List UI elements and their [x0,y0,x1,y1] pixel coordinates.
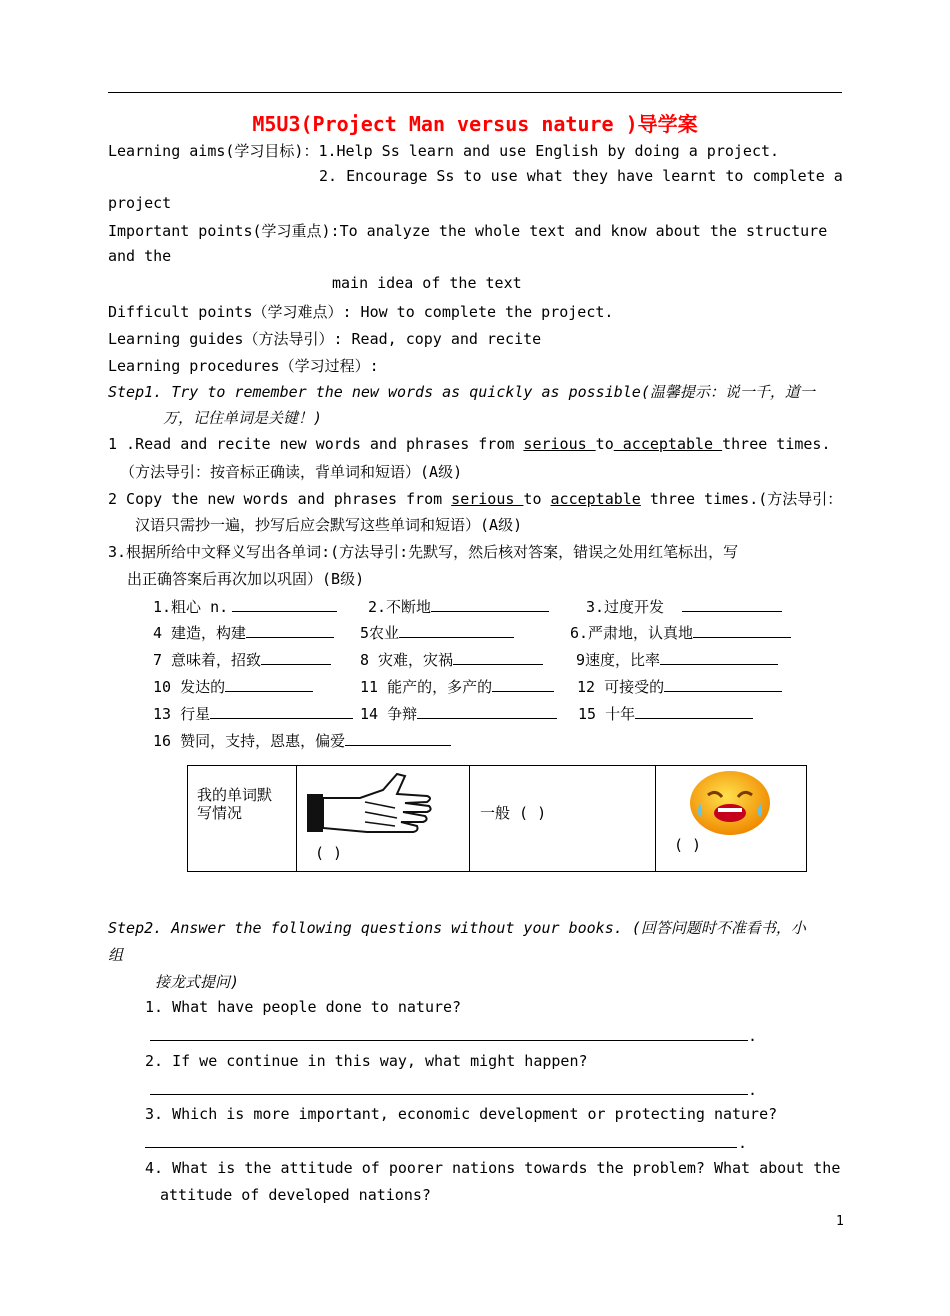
item2-word-acceptable: acceptable [550,490,641,508]
vocab-item-6: 6.严肃地，认真地 [570,622,791,643]
table-good-cell [297,766,470,872]
aims-line-3: project [108,194,172,212]
step1-line-2: 万，记住单词是关键！) [163,409,323,427]
table-label: 我的单词默写情况 [197,786,273,822]
aims-line-1: Learning aims(学习目标)：1.Help Ss learn and use English by doing a project. [108,142,780,160]
vocab-item-8: 8 灾难，灾祸 [360,649,543,670]
question-4-line-2: attitude of developed nations? [160,1186,431,1204]
answer-period-1: . [748,1027,758,1045]
question-4: 4. What is the attitude of poorer nations towards the problem? What about the [145,1159,841,1177]
vocab-item-12: 12 可接受的 [577,676,782,697]
table-poor-cell [656,766,807,872]
item1-mid: to [595,435,614,453]
item1-word-serious: serious [523,435,596,453]
item1-line-1 [108,435,830,453]
question-3: 3. Which is more important, economic development or protecting nature? [145,1105,778,1123]
item1-pre: 1 .Read and recite new words and phrases from [108,435,524,453]
vocab-item-9: 9速度，比率 [576,649,778,670]
step2-line-3: 接龙式提问) [155,973,240,991]
answer-line-1[interactable] [150,1040,748,1041]
important-line-2: and the [108,247,172,265]
table-good-mark: ( ) [315,844,343,862]
vocab-item-10: 10 发达的 [153,676,313,697]
step1-line-1: Step1. Try to remember the new words as quickly as possible(温馨提示：说一千，道一 [108,383,815,401]
crying-face-icon [686,769,774,837]
difficult-points: Difficult points（学习难点）: How to complete the project. [108,303,614,321]
answer-period-2: . [748,1081,758,1099]
important-line-3: main idea of the text [332,274,522,292]
item2-pre: 2 Copy the new words and phrases from [108,490,452,508]
question-1: 1. What have people done to nature? [145,998,462,1016]
item1-word-acceptable: acceptable [613,435,723,453]
vocab-item-11: 11 能产的，多产的 [360,676,554,697]
step2-line-1: Step2. Answer the following questions without your books. (回答问题时不准看书，小 [108,919,806,937]
important-line-1: Important points(学习重点):To analyze the whole text and know about the structure [108,222,828,240]
page-number: 1 [836,1214,844,1229]
vocab-item-7: 7 意味着，招致 [153,649,331,670]
item2-line-1 [108,488,842,509]
question-2: 2. If we continue in this way, what might happen? [145,1052,588,1070]
item2-post: three times.(方法导引： [640,490,843,508]
step2-line-2: 组 [108,946,124,964]
item2-mid: to [523,490,551,508]
vocab-item-2: 2.不断地 [368,596,549,617]
vocab-item-16: 16 赞同，支持，恩惠，偏爱 [153,730,451,751]
vocab-item-15: 15 十年 [578,703,753,724]
answer-line-3[interactable] [145,1147,737,1148]
answer-line-2[interactable] [150,1094,748,1095]
thumbs-hand-icon [305,768,435,840]
item3-line-1: 3.根据所给中文释义写出各单词:(方法导引:先默写，然后核对答案，错误之处用红笔标出，写 [108,543,739,561]
table-poor-mark: ( ) [674,836,702,854]
item2-line-2: 汉语只需抄一遍，抄写后应会默写这些单词和短语）(A级) [135,516,523,534]
item1-line-2: （方法导引：按音标正确读，背单词和短语）(A级) [120,463,463,481]
learning-guides: Learning guides（方法导引）: Read, copy and recite [108,330,542,348]
vocab-item-13: 13 行星 [153,703,353,724]
table-label-cell [188,766,297,872]
vocab-item-5: 5农业 [360,622,514,643]
vocab-item-4: 4 建造，构建 [153,622,334,643]
answer-period-3: . [738,1134,748,1152]
vocab-item-3: 3.过度开发 [586,596,782,617]
item2-word-serious: serious [451,490,524,508]
table-fair-mark: 一般 ( ) [480,804,547,822]
learning-procedures: Learning procedures（学习过程）: [108,357,379,375]
aims-line-2: 2. Encourage Ss to use what they have learnt to complete a [319,167,843,185]
item3-line-2: 出正确答案后再次加以巩固）(B级) [127,570,365,588]
vocab-item-14: 14 争辩 [360,703,557,724]
item1-post: three times. [722,435,831,453]
page-title: M5U3(Project Man versus nature )导学案 [252,112,698,136]
table-fair-cell [470,766,656,872]
vocab-item-1: 1.粗心 n. [153,596,337,617]
self-evaluation-table [187,765,807,872]
header-rule [108,92,842,93]
